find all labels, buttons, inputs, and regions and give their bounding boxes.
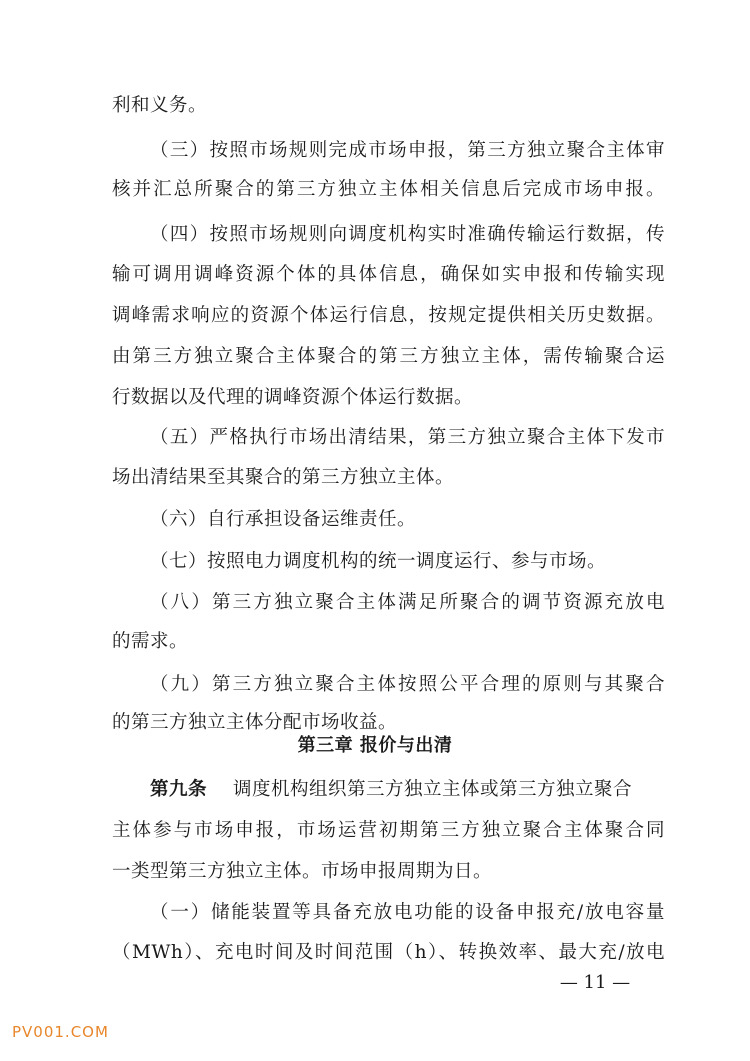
paragraph-line: 利和义务。 xyxy=(112,95,208,116)
paragraph-line: 的需求。 xyxy=(112,631,189,652)
article-text: 调度机构组织第三方独立主体或第三方独立聚合 xyxy=(233,779,633,800)
page-number: — 11 — xyxy=(559,972,631,993)
chapter-title: 第三章 报价与出清 xyxy=(297,735,453,756)
paragraph-line: （五）严格执行市场出清结果，第三方独立聚合主体下发市 xyxy=(150,427,665,448)
paragraph-line: 调峰需求响应的资源个体运行信息，按规定提供相关历史数据。 xyxy=(112,305,665,326)
paragraph-line: 一类型第三方独立主体。市场申报周期为日。 xyxy=(112,861,493,882)
paragraph-line: （六）自行承担设备运维责任。 xyxy=(150,509,417,530)
paragraph-line: （七）按照电力调度机构的统一调度运行、参与市场。 xyxy=(150,551,607,572)
paragraph-line: （三）按照市场规则完成市场申报，第三方独立聚合主体审 xyxy=(150,140,665,161)
paragraph-line: （九）第三方独立聚合主体按照公平合理的原则与其聚合 xyxy=(150,674,665,695)
paragraph-line: 由第三方独立聚合主体聚合的第三方独立主体，需传输聚合运 xyxy=(112,346,665,367)
paragraph-line: （一）储能装置等具备充放电功能的设备申报充/放电容量 xyxy=(150,902,665,923)
paragraph-line: （八）第三方独立聚合主体满足所聚合的调节资源充放电 xyxy=(150,592,665,613)
paragraph-line: （MWh）、充电时间及时间范围（h）、转换效率、最大充/放电 xyxy=(112,942,665,963)
paragraph-line: 核并汇总所聚合的第三方独立主体相关信息后完成市场申报。 xyxy=(112,179,665,200)
paragraph-line: 的第三方独立主体分配市场收益。 xyxy=(112,712,398,733)
paragraph-line: （四）按照市场规则向调度机构实时准确传输运行数据，传 xyxy=(150,224,665,245)
paragraph-line: 主体参与市场申报，市场运营初期第三方独立聚合主体聚合同 xyxy=(112,820,665,841)
paragraph-line: 场出清结果至其聚合的第三方独立主体。 xyxy=(112,467,455,488)
article-first-line xyxy=(150,770,665,810)
paragraph-line: 行数据以及代理的调峰资源个体运行数据。 xyxy=(112,387,474,408)
watermark: PV001.COM xyxy=(12,1023,109,1041)
article-label: 第九条 xyxy=(150,779,208,800)
paragraph-line: 输可调用调峰资源个体的具体信息，确保如实申报和传输实现 xyxy=(112,264,665,285)
